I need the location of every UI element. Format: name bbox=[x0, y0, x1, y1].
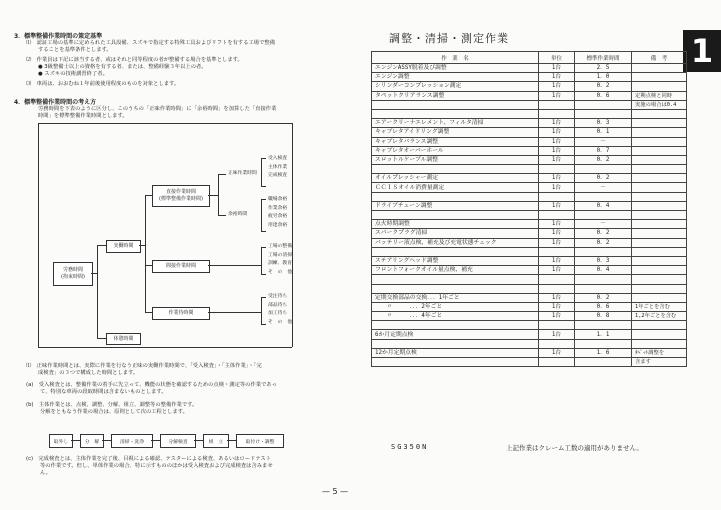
cell-unit: 1台 bbox=[539, 256, 575, 265]
cell-std-time: 0．8 bbox=[575, 312, 632, 321]
step-install: 取付け・調整 bbox=[236, 434, 284, 448]
table-row bbox=[372, 330, 687, 339]
table-row bbox=[372, 284, 687, 293]
cell-work-name bbox=[372, 192, 539, 201]
cell-unit bbox=[539, 358, 575, 367]
cell-remarks bbox=[632, 201, 687, 210]
table-row bbox=[372, 119, 687, 128]
cell-work-name: スロットルケーブル調整 bbox=[372, 155, 539, 164]
section3-item-3: ⑶ 車両は、おおむね１年前後使用程度のものを対象とします。 bbox=[26, 81, 180, 87]
cell-remarks bbox=[632, 146, 687, 155]
table-row bbox=[372, 220, 687, 229]
cell-unit: 1台 bbox=[539, 266, 575, 275]
cell-work-name bbox=[372, 339, 539, 348]
table-row bbox=[372, 348, 687, 357]
cell-unit: 1台 bbox=[539, 220, 575, 229]
cell-remarks bbox=[632, 211, 687, 220]
cell-remarks bbox=[632, 174, 687, 183]
cell-unit bbox=[539, 165, 575, 174]
cell-remarks bbox=[632, 165, 687, 174]
section4-intro: 労務時間を下表のように区分し、このうちの「正味作業時間」に「余裕時間」を加算した「直接作業 時間」を標準整備作業時間とします。 bbox=[38, 106, 277, 119]
step-remove: 取外し bbox=[49, 434, 73, 448]
cell-unit: 1台 bbox=[539, 119, 575, 128]
cell-remarks bbox=[632, 128, 687, 137]
cell-unit: 1台 bbox=[539, 82, 575, 91]
table-row bbox=[372, 266, 687, 275]
table-row bbox=[372, 201, 687, 210]
cell-std-time: 0．2 bbox=[575, 82, 632, 91]
table-row bbox=[372, 174, 687, 183]
table-row bbox=[372, 321, 687, 330]
cell-std-time: 0．6 bbox=[575, 302, 632, 311]
cell-unit bbox=[539, 192, 575, 201]
note-1: ⑴ 正味作業時間とは、実際に作業を行なう正味の実働作業時間で、「受入検査」・「主体作業」・「完 成検査」の３つで構成した時間とします。 bbox=[26, 363, 262, 376]
cell-work-name: フロントフォークオイル量点検、補充 bbox=[372, 266, 539, 275]
cell-remarks: ﾀﾍﾟｯﾄ調整を bbox=[632, 348, 687, 357]
table-row bbox=[372, 128, 687, 137]
cell-remarks bbox=[632, 192, 687, 201]
table-row bbox=[372, 238, 687, 247]
cell-unit: 1台 bbox=[539, 128, 575, 137]
cell-remarks bbox=[632, 330, 687, 339]
table-row bbox=[372, 312, 687, 321]
cell-unit: 1台 bbox=[539, 137, 575, 146]
cell-remarks bbox=[632, 137, 687, 146]
cell-unit bbox=[539, 211, 575, 220]
cell-work-name: エンジン調整 bbox=[372, 73, 539, 82]
cell-std-time: 0．3 bbox=[575, 256, 632, 265]
cell-work-name: 〃 ．．．2年ごと bbox=[372, 302, 539, 311]
cell-unit bbox=[539, 321, 575, 330]
table-row bbox=[372, 302, 687, 311]
cell-std-time: － bbox=[575, 183, 632, 192]
cell-work-name: 定期交換部品の交換．．．1年ごと bbox=[372, 293, 539, 302]
cell-std-time: 0．2 bbox=[575, 238, 632, 247]
cell-unit: 1台 bbox=[539, 91, 575, 100]
cell-work-name: 点火時期調整 bbox=[372, 220, 539, 229]
cell-unit bbox=[539, 275, 575, 284]
table-row bbox=[372, 165, 687, 174]
step-disassemble: 分 解 bbox=[80, 434, 104, 448]
cell-remarks: 実施の場合は0.4 bbox=[632, 100, 687, 109]
cell-work-name: ＣＣＩＳオイル消費量測定 bbox=[372, 183, 539, 192]
margin-label: 余裕時間 bbox=[228, 212, 248, 217]
cell-work-name: ドライブチェーン調整 bbox=[372, 201, 539, 210]
table-row bbox=[372, 293, 687, 302]
cell-std-time: 0．4 bbox=[575, 201, 632, 210]
cell-std-time: 0．3 bbox=[575, 119, 632, 128]
note-b: (b) 主体作業とは、点検、調整、分解、組立、調整等の整備作業です。 分解をともなう作業の場合は、原則として次の工程とします。 bbox=[26, 402, 198, 415]
header-std-time: 標準作業時間 bbox=[575, 52, 632, 64]
cell-std-time bbox=[575, 284, 632, 293]
cell-work-name: キャブレタオーバーホール bbox=[372, 146, 539, 155]
cell-work-name: キャブレタアイドリング調整 bbox=[372, 128, 539, 137]
net-work-label: 正味作業時間 bbox=[228, 171, 257, 176]
net-items: 受入検査 主体作業 完成検査 bbox=[268, 156, 288, 179]
section3-item-1: ⑴ 認証工場の基準に定められた工具設備、スズキで指定する特殊工具およびリフトを有する工場で整備 することを基準条件とします。 bbox=[26, 40, 275, 53]
table-row bbox=[372, 146, 687, 155]
cell-unit: 1台 bbox=[539, 312, 575, 321]
cell-remarks: 1,2年ごとを含む bbox=[632, 312, 687, 321]
page-title: 調整・清掃・測定作業 bbox=[389, 32, 509, 45]
table-row bbox=[372, 73, 687, 82]
cell-work-name bbox=[372, 275, 539, 284]
cell-work-name: ステアリングヘッド調整 bbox=[372, 256, 539, 265]
cell-remarks bbox=[632, 119, 687, 128]
cell-std-time: 2．5 bbox=[575, 64, 632, 73]
cell-remarks: 含ます bbox=[632, 358, 687, 367]
cell-std-time: 0．1 bbox=[575, 128, 632, 137]
table-row bbox=[372, 64, 687, 73]
cell-unit: 1台 bbox=[539, 174, 575, 183]
cell-work-name bbox=[372, 109, 539, 118]
cell-std-time: 0．2 bbox=[575, 155, 632, 164]
cell-remarks: 1年ごとを含む bbox=[632, 302, 687, 311]
rest-box: 休憩時間 bbox=[106, 333, 141, 345]
cell-work-name: エンジンASSY脱着及び調整 bbox=[372, 64, 539, 73]
direct-work-box: 直接作業時間 (標準整備作業時間) bbox=[152, 185, 210, 207]
cell-std-time bbox=[575, 192, 632, 201]
note-a: (a) 受入検査とは、整備作業の着手に先立って、機能の状態を確認するための点検・測定等の作業であっ て、特別な車両の段取時間は含まないものとします。 bbox=[26, 382, 277, 395]
margin-items: 職場余裕 作業余裕 疲労余裕 用達余裕 bbox=[268, 197, 288, 229]
step-clean: 清掃・洗浄 bbox=[111, 434, 153, 448]
cell-std-time bbox=[575, 275, 632, 284]
cell-remarks: 定期点検と同時 bbox=[632, 91, 687, 100]
cell-remarks bbox=[632, 229, 687, 238]
cell-std-time: 0．2 bbox=[575, 174, 632, 183]
cell-remarks bbox=[632, 247, 687, 256]
section3-item-2: ⑵ 作業員は下記に該当する者、或はそれと同等程度の者が整備する場合を基準とします。 ● 3級整備士以上の資格を有する者、または、整備経験３年以上の者。 ● スズキの技術講習終了者。 bbox=[26, 57, 243, 77]
work-time-table bbox=[371, 51, 687, 367]
cell-remarks bbox=[632, 256, 687, 265]
cell-std-time: － bbox=[575, 220, 632, 229]
table-row bbox=[372, 82, 687, 91]
cell-std-time: 0．6 bbox=[575, 91, 632, 100]
cell-remarks bbox=[632, 109, 687, 118]
cell-std-time: 0．2 bbox=[575, 293, 632, 302]
indirect-items: 工場の整備 工場の清掃 訓練、教育 そ の 他 bbox=[268, 244, 292, 276]
cell-work-name: 6か月定期点検 bbox=[372, 330, 539, 339]
cell-unit: 1台 bbox=[539, 146, 575, 155]
cell-remarks bbox=[632, 73, 687, 82]
table-row bbox=[372, 358, 687, 367]
cell-work-name bbox=[372, 284, 539, 293]
cell-unit: 1台 bbox=[539, 293, 575, 302]
table-row bbox=[372, 256, 687, 265]
cell-remarks bbox=[632, 155, 687, 164]
header-unit: 単位 bbox=[539, 52, 575, 64]
idle-items: 受注待ち 部品待ち 加工待ち そ の 他 bbox=[268, 294, 292, 326]
cell-work-name bbox=[372, 321, 539, 330]
cell-remarks bbox=[632, 293, 687, 302]
cell-work-name: バッテリー液点検、補充及び充電状態チェック bbox=[372, 238, 539, 247]
table-row bbox=[372, 229, 687, 238]
cell-std-time bbox=[575, 321, 632, 330]
cell-unit: 1台 bbox=[539, 183, 575, 192]
cell-std-time: 1．6 bbox=[575, 348, 632, 357]
cell-unit bbox=[539, 109, 575, 118]
cell-work-name: タペットクリアランス調整 bbox=[372, 91, 539, 100]
cell-unit: 1台 bbox=[539, 330, 575, 339]
indirect-work-box: 間接作業時間 bbox=[152, 260, 210, 273]
table-row bbox=[372, 137, 687, 146]
cell-work-name bbox=[372, 100, 539, 109]
cell-std-time bbox=[575, 339, 632, 348]
cell-remarks bbox=[632, 284, 687, 293]
section3-heading: 3．標準整備作業時間の策定基準 bbox=[14, 33, 103, 40]
header-work-name: 作 業 名 bbox=[372, 52, 539, 64]
cell-std-time: 1．1 bbox=[575, 330, 632, 339]
table-row bbox=[372, 109, 687, 118]
chapter-tab: 1 bbox=[683, 30, 721, 72]
cell-remarks bbox=[632, 82, 687, 91]
cell-work-name: 12か月定期点検 bbox=[372, 348, 539, 357]
cell-unit bbox=[539, 284, 575, 293]
cell-remarks bbox=[632, 238, 687, 247]
cell-unit bbox=[539, 100, 575, 109]
cell-unit: 1台 bbox=[539, 201, 575, 210]
cell-unit: 1台 bbox=[539, 64, 575, 73]
cell-work-name: 〃 ．．．4年ごと bbox=[372, 312, 539, 321]
cell-std-time: 0．7 bbox=[575, 146, 632, 155]
cell-std-time: － bbox=[575, 137, 632, 146]
model-code: SG350N bbox=[391, 443, 429, 451]
cell-work-name: シリンダーコンプレッション測定 bbox=[372, 82, 539, 91]
cell-std-time: 1．0 bbox=[575, 73, 632, 82]
cell-remarks bbox=[632, 275, 687, 284]
page-number: — 5 — bbox=[322, 487, 349, 496]
step-inspect: 分解検査 bbox=[160, 434, 196, 448]
cell-remarks bbox=[632, 183, 687, 192]
cell-std-time bbox=[575, 100, 632, 109]
cell-unit bbox=[539, 247, 575, 256]
cell-remarks bbox=[632, 64, 687, 73]
table-row bbox=[372, 211, 687, 220]
step-assemble: 組 立 bbox=[203, 434, 229, 448]
cell-unit bbox=[539, 339, 575, 348]
table-row bbox=[372, 339, 687, 348]
actual-work-box: 実働時間 bbox=[106, 240, 141, 253]
cell-work-name bbox=[372, 358, 539, 367]
cell-unit: 1台 bbox=[539, 238, 575, 247]
cell-remarks bbox=[632, 321, 687, 330]
cell-remarks bbox=[632, 339, 687, 348]
cell-std-time bbox=[575, 358, 632, 367]
cell-work-name: キャブレタバランス調整 bbox=[372, 137, 539, 146]
labor-time-box: 労務時間 (拘束時間) bbox=[53, 262, 93, 286]
cell-remarks bbox=[632, 266, 687, 275]
table-header bbox=[372, 52, 687, 64]
cell-unit: 1台 bbox=[539, 155, 575, 164]
cell-std-time bbox=[575, 109, 632, 118]
cell-unit: 1台 bbox=[539, 73, 575, 82]
table-row bbox=[372, 91, 687, 100]
cell-unit: 1台 bbox=[539, 229, 575, 238]
cell-work-name: オイルプレッシャー測定 bbox=[372, 174, 539, 183]
cell-remarks bbox=[632, 220, 687, 229]
cell-unit: 1台 bbox=[539, 302, 575, 311]
footnote: 上記作業はクレーム工数の適用がありません。 bbox=[506, 444, 643, 452]
cell-unit: 1台 bbox=[539, 348, 575, 357]
cell-work-name: スパークプラグ清掃 bbox=[372, 229, 539, 238]
section4-heading: 4．標準整備作業時間の考え方 bbox=[14, 99, 97, 106]
cell-std-time: 0．2 bbox=[575, 229, 632, 238]
note-c: (c) 完成検査とは、主体作業を完了後、目視による確認、テスターによる検査、あるいはロードテスト 等の作業です。但し、単体作業の場合、特に示すもののほかは受入検査および完成検査は含みませ ん。 bbox=[26, 456, 273, 476]
table-row bbox=[372, 247, 687, 256]
table-row bbox=[372, 183, 687, 192]
cell-work-name bbox=[372, 247, 539, 256]
cell-work-name bbox=[372, 165, 539, 174]
header-remarks: 備 考 bbox=[632, 52, 687, 64]
cell-std-time bbox=[575, 211, 632, 220]
cell-std-time: 0．4 bbox=[575, 266, 632, 275]
idle-box: 作業待時間 bbox=[152, 307, 210, 320]
table-row bbox=[372, 275, 687, 284]
table-row bbox=[372, 155, 687, 164]
cell-work-name: エアークリーナエレメント、フィルタ清掃 bbox=[372, 119, 539, 128]
table-row bbox=[372, 192, 687, 201]
cell-std-time bbox=[575, 247, 632, 256]
cell-std-time bbox=[575, 165, 632, 174]
cell-work-name bbox=[372, 211, 539, 220]
table-row bbox=[372, 100, 687, 109]
